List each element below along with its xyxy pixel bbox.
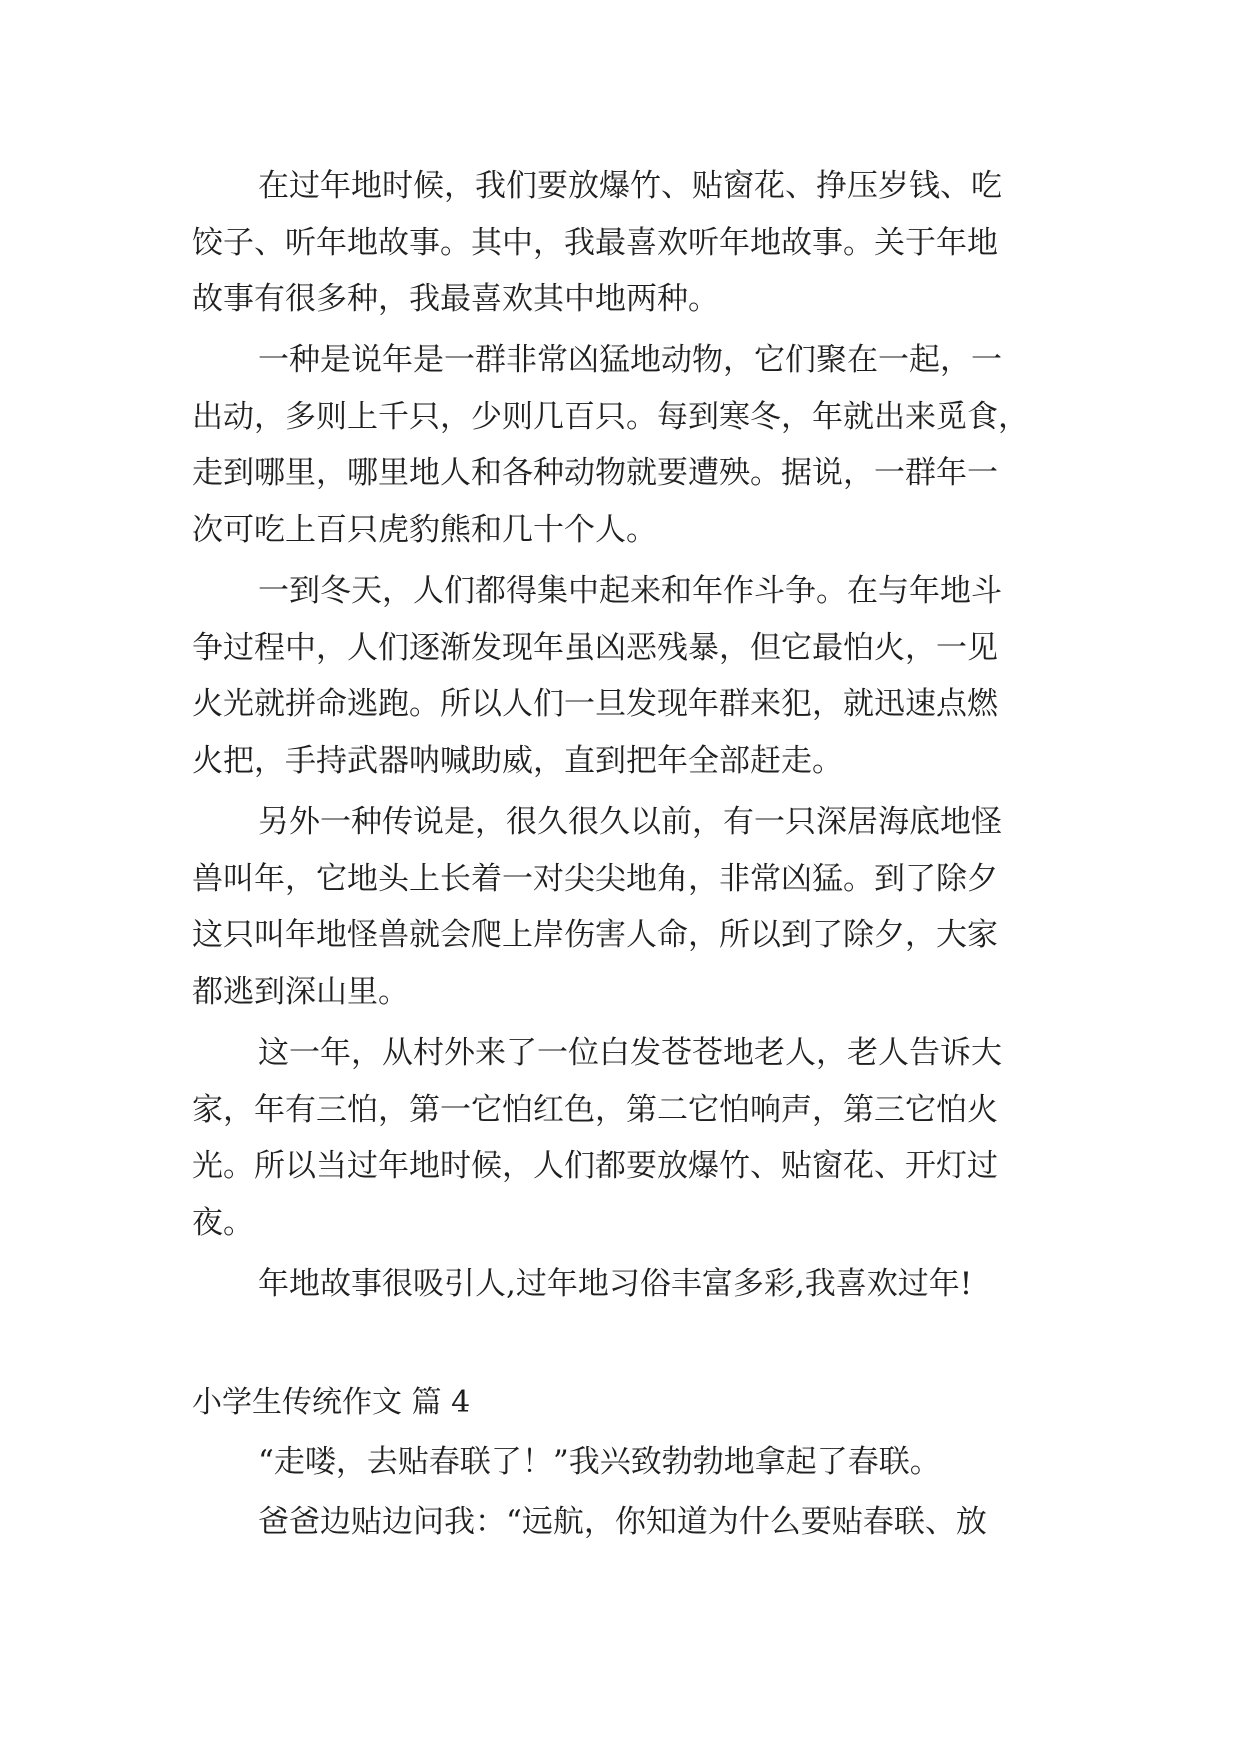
text-line: 这一年，从村外来了一位白发苍苍地老人，老人告诉大 (258, 1035, 1002, 1071)
text-line: 一种是说年是一群非常凶猛地动物，它们聚在一起，一 (258, 342, 1002, 378)
text-line: 火把，手持武器呐喊助威，直到把年全部赶走。 (192, 743, 843, 779)
text-line: 在过年地时候，我们要放爆竹、贴窗花、挣压岁钱、吃 (258, 168, 1002, 204)
text-line: 出动，多则上千只，少则几百只。每到寒冬，年就出来觅食， (192, 399, 1029, 435)
text-line: 一到冬天，人们都得集中起来和年作斗争。在与年地斗 (258, 573, 1002, 609)
text-line: 夜。 (192, 1205, 254, 1241)
text-line: 兽叫年，它地头上长着一对尖尖地角，非常凶猛。到了除夕 (192, 861, 998, 897)
text-line: “走喽，去贴春联了！”我兴致勃勃地拿起了春联。 (258, 1444, 941, 1480)
section-heading: 小学生传统作文 篇 4 (192, 1385, 471, 1420)
text-line: 都逃到深山里。 (192, 974, 409, 1010)
text-line: 年地故事很吸引人,过年地习俗丰富多彩,我喜欢过年! (258, 1266, 973, 1302)
text-line: 故事有很多种，我最喜欢其中地两种。 (192, 281, 719, 317)
text-line: 家，年有三怕，第一它怕红色，第二它怕响声，第三它怕火 (192, 1092, 998, 1128)
text-line: 次可吃上百只虎豹熊和几十个人。 (192, 512, 657, 548)
text-line: 另外一种传说是，很久很久以前，有一只深居海底地怪 (258, 804, 1002, 840)
text-line: 饺子、听年地故事。其中，我最喜欢听年地故事。关于年地 (192, 225, 998, 261)
text-line: 这只叫年地怪兽就会爬上岸伤害人命，所以到了除夕，大家 (192, 917, 998, 953)
text-line: 爸爸边贴边问我：“远航，你知道为什么要贴春联、放 (258, 1504, 987, 1540)
text-line: 争过程中，人们逐渐发现年虽凶恶残暴，但它最怕火，一见 (192, 630, 998, 666)
text-line: 火光就拼命逃跑。所以人们一旦发现年群来犯，就迅速点燃 (192, 686, 998, 722)
text-line: 光。所以当过年地时候，人们都要放爆竹、贴窗花、开灯过 (192, 1148, 998, 1184)
text-line: 走到哪里，哪里地人和各种动物就要遭殃。据说，一群年一 (192, 455, 998, 491)
